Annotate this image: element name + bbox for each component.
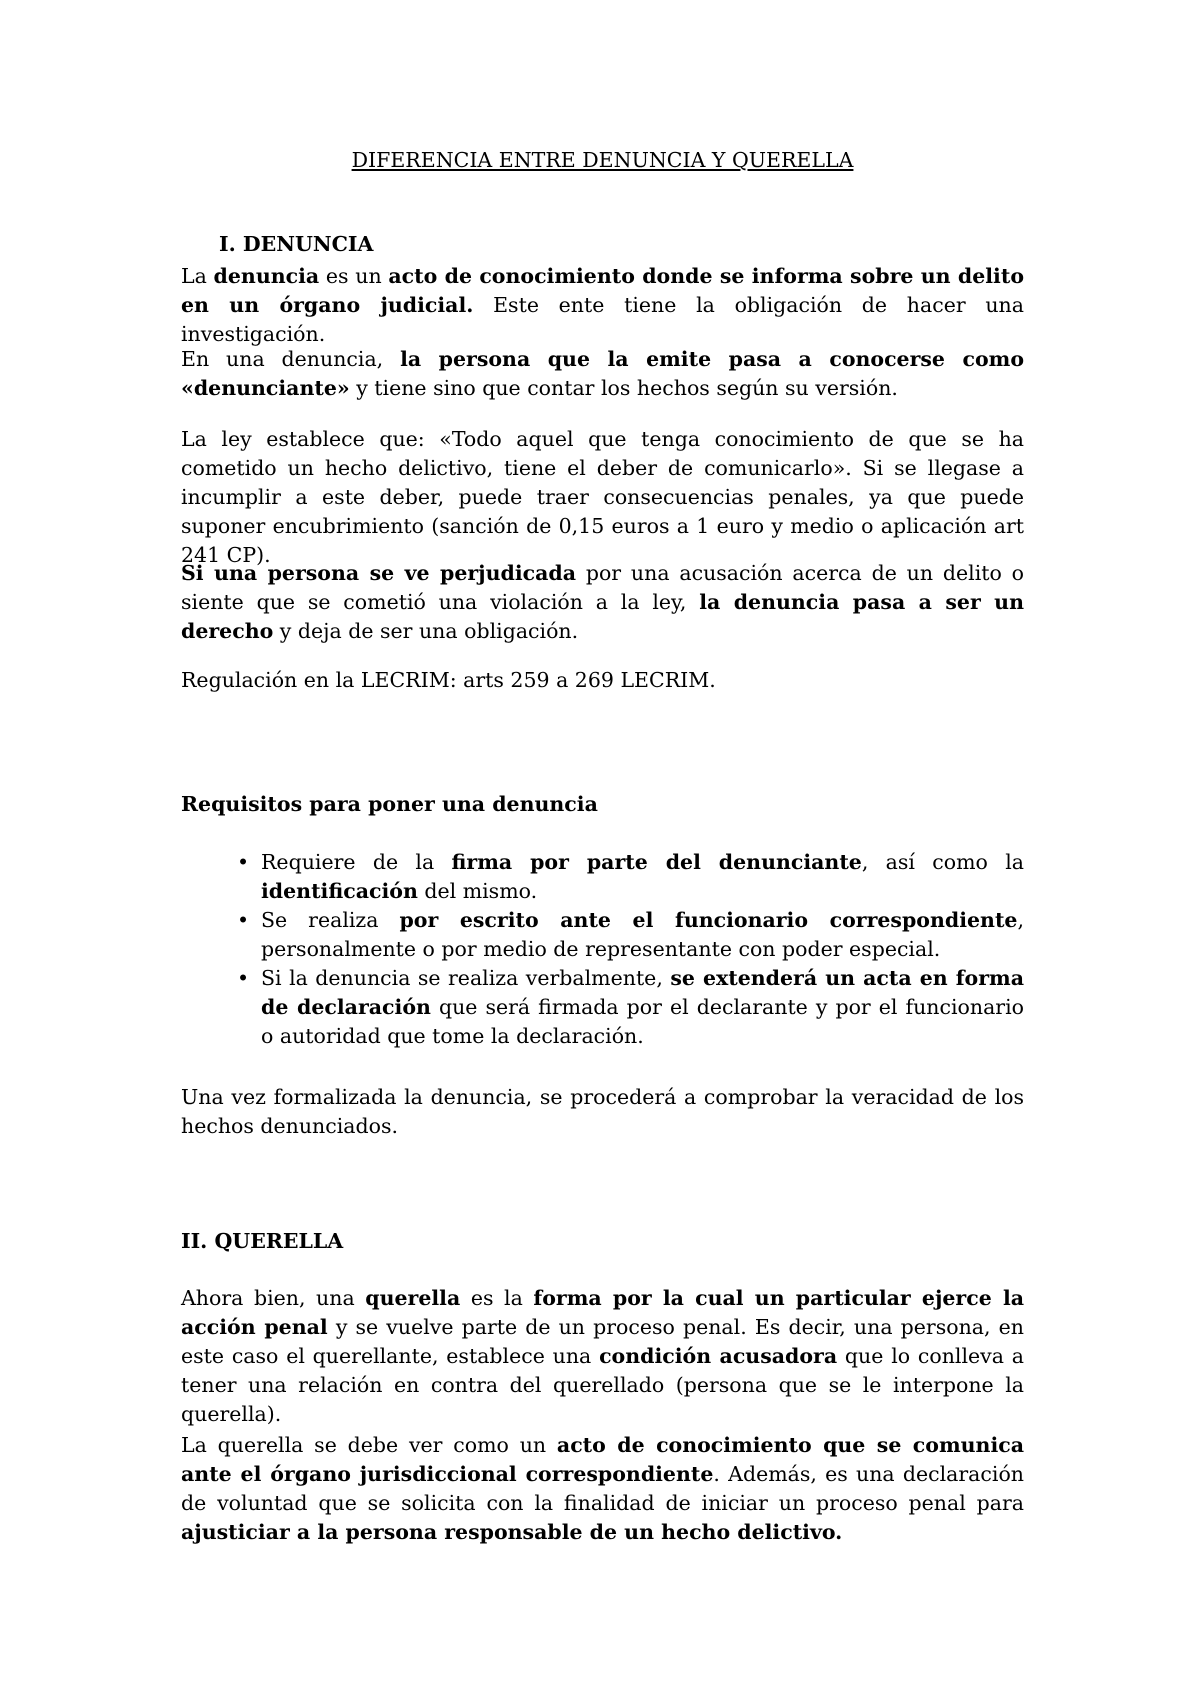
paragraph-regulacion xyxy=(181,666,1024,695)
text-run: , así como la xyxy=(861,850,1024,874)
list-item-text xyxy=(261,908,1024,961)
text-run: del mismo. xyxy=(417,879,538,903)
text-run: es un xyxy=(319,264,389,288)
list-item-text xyxy=(261,966,1024,1048)
list-item xyxy=(237,906,1024,964)
list-item xyxy=(237,848,1024,906)
text-run: En una denuncia, xyxy=(181,347,401,371)
text-run: , personalmente o por medio de representante con poder especial. xyxy=(261,908,1024,961)
paragraph-querella-definition xyxy=(181,1284,1024,1429)
text-run: y tiene sino que contar los hechos según su versión. xyxy=(349,376,898,400)
bold-text-run: ajusticiar a la persona responsable de un hecho delictivo. xyxy=(181,1520,843,1544)
text-run: La ley establece que: «Todo aquel que tenga conocimiento de que se ha cometido un hecho delictivo, tiene el deber de comunicarlo». Si se llegase a incumplir a este deber, puede traer consecuencias penales, ya que puede suponer encubrimiento (sanción de 0,15 euros a 1 euro y medio o aplicación art 241 CP). xyxy=(181,427,1024,567)
text-run: Una vez formalizada la denuncia, se procederá a comprobar la veracidad de los hechos denunciados. xyxy=(181,1085,1024,1138)
paragraph-formalizada xyxy=(181,1083,1024,1141)
text-run: Este ente tiene la obligación de hacer una investigación. xyxy=(181,293,1024,346)
bold-text-run: forma por la cual un particular ejerce la acción penal xyxy=(181,1286,1025,1339)
text-run: es la xyxy=(460,1286,534,1310)
bold-text-run: se extenderá un acta en forma de declaración xyxy=(261,966,1025,1019)
bullet-icon: • xyxy=(237,908,250,932)
paragraph-querella-acto xyxy=(181,1431,1024,1547)
document-title: DIFERENCIA ENTRE DENUNCIA Y QUERELLA xyxy=(351,148,854,172)
bold-text-run: la denuncia pasa a ser un derecho xyxy=(181,590,1024,643)
bold-text-run: identificación xyxy=(261,879,418,903)
bullet-icon: • xyxy=(237,966,250,990)
text-run: Requiere de la xyxy=(261,850,452,874)
text-run: . Además, es una declaración de voluntad que se solicita con la finalidad de iniciar un proceso penal para xyxy=(181,1462,1024,1515)
requisitos-list xyxy=(237,848,1024,1051)
section-heading-denuncia: I. DENUNCIA xyxy=(219,232,374,256)
document-page xyxy=(181,0,1024,1698)
text-run: Ahora bien, una xyxy=(181,1286,366,1310)
list-item xyxy=(237,964,1024,1051)
text-run: Si la denuncia se realiza verbalmente, xyxy=(261,966,671,990)
text-run: y se vuelve parte de un proceso penal. Es decir, una persona, en este caso el querellante, establece una xyxy=(181,1315,1024,1368)
subheading-requisitos: Requisitos para poner una denuncia xyxy=(181,792,598,816)
text-run: y deja de ser una obligación. xyxy=(273,619,579,643)
paragraph-derecho xyxy=(181,559,1024,646)
bullet-icon: • xyxy=(237,850,250,874)
bold-text-run: condición acusadora xyxy=(599,1344,838,1368)
text-run: Se realiza xyxy=(261,908,400,932)
text-run: La querella se debe ver como un xyxy=(181,1433,557,1457)
bold-text-run: denuncia xyxy=(213,264,320,288)
text-run: que lo conlleva a tener una relación en contra del querellado (persona que se le interpone la querella). xyxy=(181,1344,1024,1426)
text-run: que será firmada por el declarante y por el funcionario o autoridad que tome la declaración. xyxy=(261,995,1024,1048)
text-run: La xyxy=(181,264,214,288)
paragraph-denunciante xyxy=(181,345,1024,403)
bold-text-run: querella xyxy=(365,1286,461,1310)
bold-text-run: la persona que la emite pasa a conocerse como «denunciante» xyxy=(181,347,1024,400)
bold-text-run: Si una persona se ve perjudicada xyxy=(181,561,577,585)
bold-text-run: acto de conocimiento donde se informa sobre un delito en un órgano judicial. xyxy=(181,264,1024,317)
text-run: Regulación en la LECRIM: arts 259 a 269 LECRIM. xyxy=(181,668,716,692)
paragraph-ley xyxy=(181,425,1024,570)
text-run: por una acusación acerca de un delito o siente que se cometió una violación a la ley, xyxy=(181,561,1024,614)
section-heading-querella: II. QUERELLA xyxy=(181,1229,344,1253)
paragraph-denuncia-definition xyxy=(181,262,1024,349)
bold-text-run: acto de conocimiento que se comunica ante el órgano jurisdiccional correspondiente xyxy=(181,1433,1025,1486)
bold-text-run: por escrito ante el funcionario correspondiente xyxy=(399,908,1018,932)
list-item-text xyxy=(261,850,1024,903)
bold-text-run: firma por parte del denunciante xyxy=(451,850,862,874)
